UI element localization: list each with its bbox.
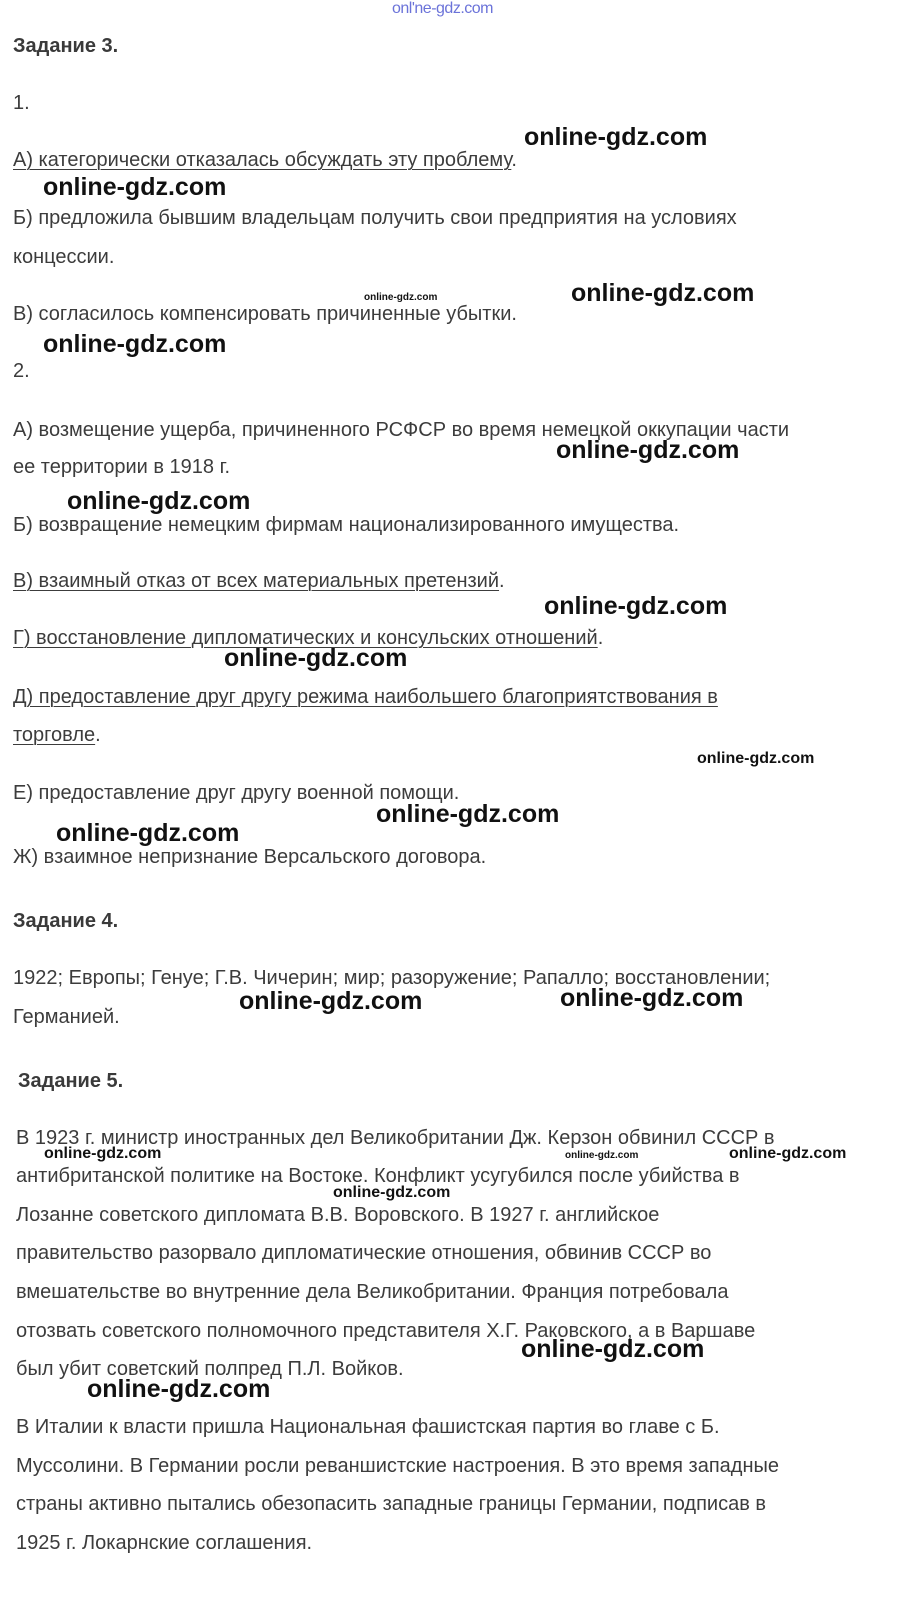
q2-option-c: В) взаимный отказ от всех материальных претензий. bbox=[13, 570, 505, 592]
q2-option-c-text: В) взаимный отказ от всех материальных претензий bbox=[13, 570, 500, 592]
watermark: online-gdz.com bbox=[560, 984, 744, 1012]
q2-option-b: Б) возвращение немецким фирмам национализированного имущества. bbox=[13, 514, 680, 536]
task5-p1-line3: Лозанне советского дипломата В.В. Воровского. В 1927 г. английское bbox=[16, 1204, 660, 1226]
watermark: online-gdz.com bbox=[239, 987, 423, 1015]
q1-option-a-text: А) категорически отказалась обсуждать эту проблему bbox=[13, 149, 512, 171]
task3-heading: Задание 3. bbox=[13, 35, 119, 57]
task5-p2-line2: Муссолини. В Германии росли реваншистские настроения. В это время западные bbox=[16, 1455, 780, 1477]
watermark: online-gdz.com bbox=[333, 1184, 451, 1201]
q1-option-b-line1: Б) предложила бывшим владельцам получить свои предприятия на условиях bbox=[13, 207, 737, 229]
watermark: online-gdz.com bbox=[224, 644, 408, 672]
watermark: online-gdz.com bbox=[697, 750, 815, 767]
task5-p1-line1: В 1923 г. министр иностранных дел Великобритании Дж. Керзон обвинил СССР в bbox=[16, 1127, 775, 1149]
q2-option-a-line1: А) возмещение ущерба, причиненного РСФСР во время немецкой оккупации части bbox=[13, 419, 790, 441]
task5-heading: Задание 5. bbox=[18, 1070, 124, 1092]
q2-label: 2. bbox=[13, 360, 30, 382]
q2-option-e-line2-text: торговле bbox=[13, 724, 96, 746]
q2-option-a-line2: ее территории в 1918 г. bbox=[13, 456, 231, 478]
watermark: online-gdz.com bbox=[524, 123, 708, 151]
q2-option-g: Ж) взаимное непризнание Версальского договора. bbox=[13, 846, 487, 868]
task4-line2: Германией. bbox=[13, 1006, 120, 1028]
watermark: online-gdz.com bbox=[43, 330, 227, 358]
watermark: online-gdz.com bbox=[364, 292, 438, 303]
watermark: online-gdz.com bbox=[556, 436, 740, 464]
q1-option-a: А) категорически отказалась обсуждать эту проблему. bbox=[13, 149, 517, 171]
task5-p1-line2: антибританской политике на Востоке. Конфликт усугубился после убийства в bbox=[16, 1165, 740, 1187]
watermark: online-gdz.com bbox=[67, 487, 251, 515]
q2-option-d: Г) восстановление дипломатических и консульских отношений. bbox=[13, 627, 604, 649]
watermark: online-gdz.com bbox=[521, 1335, 705, 1363]
q2-option-e-line2: торговле. bbox=[13, 724, 101, 746]
task5-p1-line6: отозвать советского полномочного представителя Х.Г. Раковского, а в Варшаве bbox=[16, 1320, 756, 1342]
watermark: online-gdz.com bbox=[44, 1145, 162, 1162]
top-watermark: onl'ne-gdz.com bbox=[392, 0, 493, 17]
q2-option-e-line1-text: Д) предоставление друг другу режима наибольшего благоприятствования в bbox=[13, 686, 718, 708]
watermark: online-gdz.com bbox=[56, 819, 240, 847]
task5-p1-line7: был убит советский полпред П.Л. Войков. bbox=[16, 1358, 404, 1380]
q1-label: 1. bbox=[13, 92, 30, 114]
task5-p1-line4: правительство разорвало дипломатические отношения, обвинив СССР во bbox=[16, 1242, 712, 1264]
q2-option-e-line1 bbox=[13, 678, 718, 717]
task4-heading: Задание 4. bbox=[13, 910, 119, 932]
task4-line1: 1922; Европы; Генуе; Г.В. Чичерин; мир; разоружение; Рапалло; восстановлении; bbox=[13, 967, 771, 989]
watermark: online-gdz.com bbox=[544, 592, 728, 620]
watermark: online-gdz.com bbox=[87, 1375, 271, 1403]
q1-option-b-line2: концессии. bbox=[13, 246, 115, 268]
task5-p2-line1: В Италии к власти пришла Национальная фашистская партия во главе с Б. bbox=[16, 1416, 720, 1438]
watermark: online-gdz.com bbox=[43, 173, 227, 201]
watermark: online-gdz.com bbox=[565, 1150, 639, 1161]
task5-p2-line4: 1925 г. Локарнские соглашения. bbox=[16, 1532, 313, 1554]
task5-p2-line3: страны активно пытались обезопасить западные границы Германии, подписав в bbox=[16, 1493, 766, 1515]
q2-option-f: Е) предоставление друг другу военной помощи. bbox=[13, 782, 460, 804]
q1-option-c: В) согласилось компенсировать причиненные убытки. bbox=[13, 303, 517, 325]
watermark: online-gdz.com bbox=[571, 279, 755, 307]
watermark: online-gdz.com bbox=[376, 800, 560, 828]
task5-p1-line5: вмешательстве во внутренние дела Великобритании. Франция потребовала bbox=[16, 1281, 729, 1303]
watermark: online-gdz.com bbox=[729, 1145, 847, 1162]
q2-option-d-text: Г) восстановление дипломатических и консульских отношений bbox=[13, 627, 598, 649]
